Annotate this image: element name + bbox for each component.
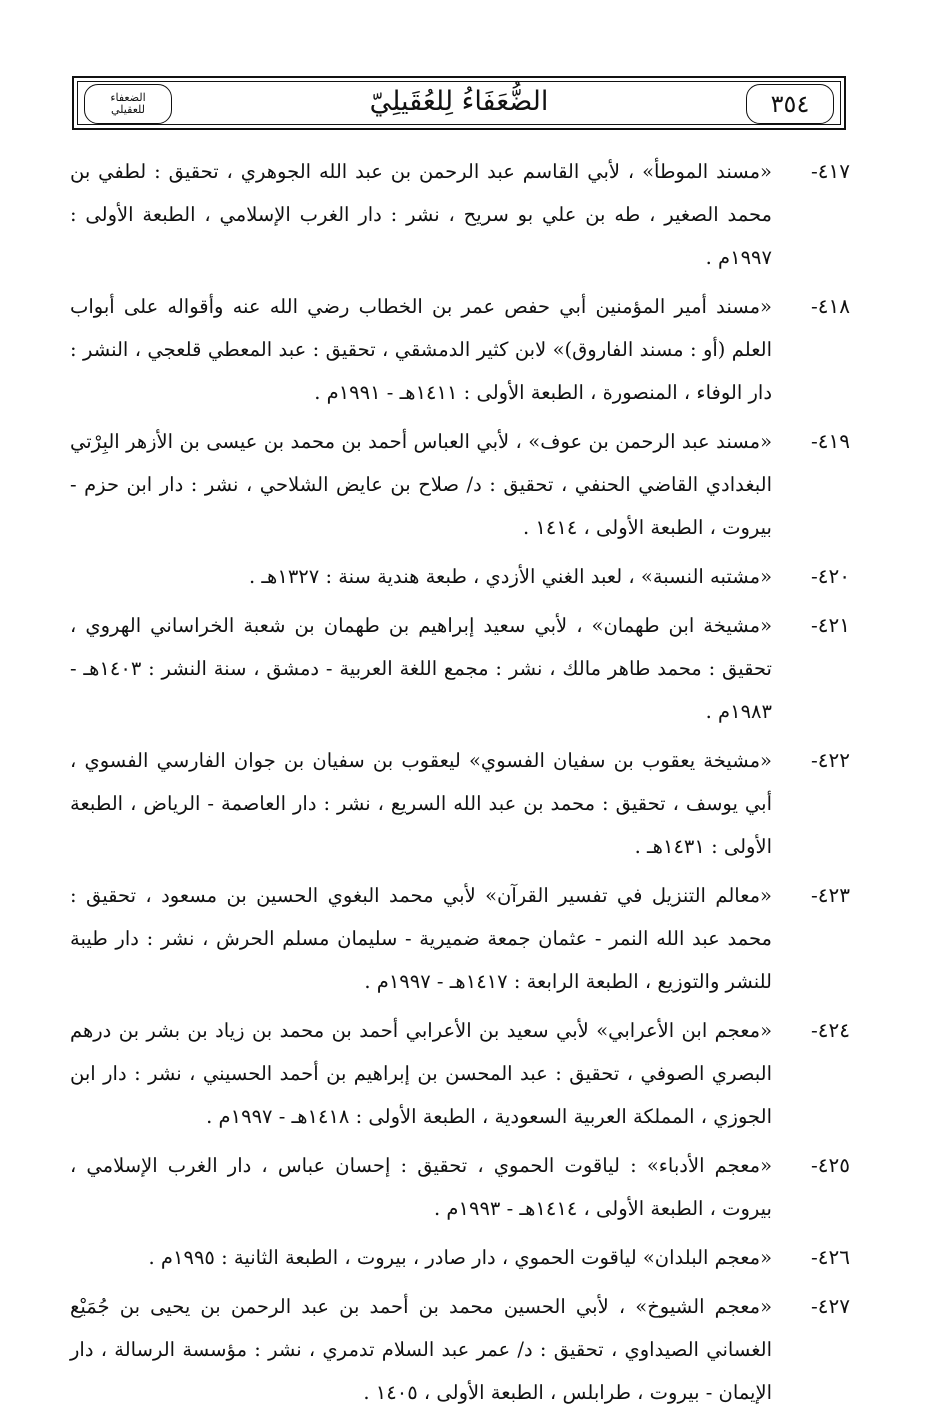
entry-text: «معجم الشيوخ» ، لأبي الحسين محمد بن أحمد بن عبد الرحمن بن يحيى بن جُمَيْع الغساني الصيداوي ، تحقيق : د/ عمر عبد السلام تدمري ، نشر : مؤسسة الرسالة ، دار الإيمان - بيروت ، طرابلس ، الطبعة الأولى ، ١٤٠٥ . <box>70 1295 772 1404</box>
list-item <box>70 1285 850 1414</box>
entry-number: ٤٢٧- <box>811 1294 850 1318</box>
entry-text: «معجم ابن الأعرابي» لأبي سعيد بن الأعرابي أحمد بن محمد بن زياد بن بشر بن درهم البصري الصوفي ، تحقيق : عبد المحسن بن إبراهيم بن أحمد الحسيني ، نشر : دار ابن الجوزي ، المملكة العربية السعودية ، الطبعة الأولى : ١٤١٨هـ - ١٩٩٧م . <box>70 1019 772 1128</box>
entry-number: ٤١٩- <box>811 429 850 453</box>
running-title: الضُّعَفَاءُ لِلعُقَيلِيّ <box>369 86 549 117</box>
list-item <box>70 1144 850 1230</box>
page-header <box>72 76 846 130</box>
list-item <box>70 420 850 549</box>
entry-text: «مسند أمير المؤمنين أبي حفص عمر بن الخطاب رضي الله عنه وأقواله على أبواب العلم (أو : مسند الفاروق)» لابن كثير الدمشقي ، تحقيق : عبد المعطي قلعجي ، النشر : دار الوفاء ، المنصورة ، الطبعة الأولى : ١٤١١هـ - ١٩٩١م . <box>70 295 772 404</box>
entry-number: ٤٢١- <box>811 613 850 637</box>
entry-number: ٤٢٤- <box>811 1018 850 1042</box>
entry-number: ٤٢٥- <box>811 1153 850 1177</box>
entry-text: «مشيخة يعقوب بن سفيان الفسوي» ليعقوب بن سفيان بن جوان الفارسي الفسوي ، أبي يوسف ، تحقيق : محمد بن عبد الله السريع ، نشر : دار العاصمة - الرياض ، الطبعة الأولى : ١٤٣١هـ . <box>70 749 772 858</box>
entry-text: «مشتبه النسبة» ، لعبد الغني الأزدي ، طبعة هندية سنة : ١٣٢٧هـ . <box>248 565 772 588</box>
entry-text: «مسند الموطأ» ، لأبي القاسم عبد الرحمن بن عبد الله الجوهري ، تحقيق : لطفي بن محمد الصغير ، طه بن علي بو سريح ، نشر : دار الغرب الإسلامي ، الطبعة الأولى : ١٩٩٧م . <box>70 160 773 269</box>
entry-number: ٤٢٠- <box>811 564 850 588</box>
entry-number: ٤١٨- <box>811 294 850 318</box>
list-item <box>70 555 850 598</box>
entry-number: ٤١٧- <box>811 159 850 183</box>
list-item <box>70 739 850 868</box>
list-item <box>70 150 850 279</box>
page-number: ٣٥٤ <box>770 90 810 118</box>
list-item <box>70 1009 850 1138</box>
list-item <box>70 604 850 733</box>
entry-number: ٤٢٢- <box>811 748 850 772</box>
entry-text: «مشيخة ابن طهمان» ، لأبي سعيد إبراهيم بن طهمان بن شعبة الخراساني الهروي ، تحقيق : محمد طاهر مالك ، نشر : مجمع اللغة العربية - دمشق ، سنة النشر : ١٤٠٣هـ - ١٩٨٣م . <box>70 614 772 723</box>
ornament-text-line2: للعقيلي <box>111 103 145 116</box>
entry-text: «معجم الأدباء» : لياقوت الحموي ، تحقيق : إحسان عباس ، دار الغرب الإسلامي ، بيروت ، الطبعة الأولى ، ١٤١٤هـ - ١٩٩٣م . <box>70 1154 772 1220</box>
ornament-logo <box>84 84 172 124</box>
list-item <box>70 874 850 1003</box>
entry-text: «معالم التنزيل في تفسير القرآن» لأبي محمد البغوي الحسين بن مسعود ، تحقيق : محمد عبد الله النمر - عثمان جمعة ضميرية - سليمان مسلم الحرش ، نشر : دار طيبة للنشر والتوزيع ، الطبعة الرابعة : ١٤١٧هـ - ١٩٩٧م . <box>70 884 772 993</box>
entry-text: «معجم البلدان» لياقوت الحموي ، دار صادر ، بيروت ، الطبعة الثانية : ١٩٩٥م . <box>148 1246 772 1269</box>
list-item <box>70 1236 850 1279</box>
entry-number: ٤٢٦- <box>811 1245 850 1269</box>
list-item <box>70 285 850 414</box>
bibliography-list <box>70 150 850 1420</box>
entry-text: «مسند عبد الرحمن بن عوف» ، لأبي العباس أحمد بن محمد بن عيسى بن الأزهر البِرْتي البغدادي القاضي الحنفي ، تحقيق : د/ صلاح بن عايض الشلاحي ، نشر : دار ابن حزم - بيروت ، الطبعة الأولى ، ١٤١٤ . <box>70 430 772 539</box>
entry-number: ٤٢٣- <box>811 883 850 907</box>
ornament-text-line1: الضعفاء <box>110 91 146 104</box>
